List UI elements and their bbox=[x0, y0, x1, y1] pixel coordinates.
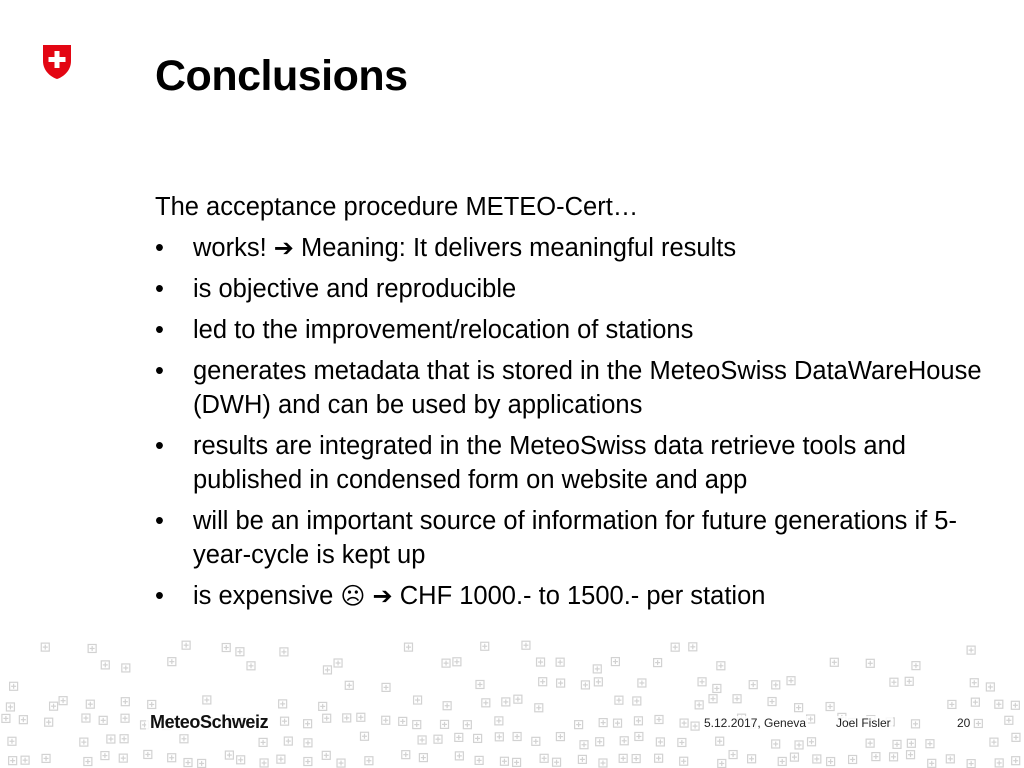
pattern-cross-icon bbox=[580, 741, 588, 749]
pattern-cross-icon bbox=[772, 740, 780, 748]
pattern-cross-icon bbox=[442, 659, 450, 667]
pattern-cross-icon bbox=[99, 716, 107, 724]
pattern-cross-icon bbox=[80, 738, 88, 746]
pattern-cross-icon bbox=[399, 717, 407, 725]
pattern-cross-icon bbox=[413, 721, 421, 729]
pattern-cross-icon bbox=[578, 755, 586, 763]
pattern-cross-icon bbox=[967, 760, 975, 768]
pattern-cross-icon bbox=[695, 701, 703, 709]
bullet-icon: • bbox=[155, 432, 164, 460]
pattern-cross-icon bbox=[1005, 716, 1013, 724]
pattern-cross-icon bbox=[279, 700, 287, 708]
pattern-cross-icon bbox=[905, 677, 913, 685]
pattern-cross-icon bbox=[107, 735, 115, 743]
pattern-cross-icon bbox=[748, 755, 756, 763]
pattern-cross-icon bbox=[540, 754, 548, 762]
pattern-cross-icon bbox=[343, 714, 351, 722]
pattern-cross-icon bbox=[787, 677, 795, 685]
pattern-cross-icon bbox=[443, 702, 451, 710]
pattern-cross-icon bbox=[168, 754, 176, 762]
bullet-text: will be an important source of information for future generations if 5-year-cycle is kept up bbox=[193, 507, 957, 569]
pattern-cross-icon bbox=[808, 738, 816, 746]
pattern-cross-icon bbox=[476, 680, 484, 688]
pattern-cross-icon bbox=[596, 738, 604, 746]
pattern-cross-icon bbox=[729, 751, 737, 759]
pattern-cross-icon bbox=[827, 758, 835, 766]
pattern-cross-icon bbox=[733, 695, 741, 703]
pattern-cross-icon bbox=[304, 720, 312, 728]
pattern-cross-icon bbox=[768, 698, 776, 706]
pattern-cross-icon bbox=[620, 737, 628, 745]
pattern-cross-icon bbox=[88, 644, 96, 652]
pattern-cross-icon bbox=[237, 756, 245, 764]
pattern-cross-icon bbox=[709, 695, 717, 703]
pattern-cross-icon bbox=[182, 641, 190, 649]
pattern-cross-icon bbox=[698, 678, 706, 686]
pattern-cross-icon bbox=[463, 721, 471, 729]
pattern-cross-icon bbox=[826, 703, 834, 711]
pattern-cross-icon bbox=[614, 719, 622, 727]
bullet-text-end: CHF 1000.- to 1500.- per station bbox=[392, 582, 766, 610]
pattern-cross-icon bbox=[513, 758, 521, 766]
pattern-cross-icon bbox=[772, 681, 780, 689]
pattern-cross-icon bbox=[749, 681, 757, 689]
list-item bbox=[155, 313, 995, 347]
pattern-cross-icon bbox=[678, 738, 686, 746]
pattern-cross-icon bbox=[635, 732, 643, 740]
pattern-cross-icon bbox=[849, 755, 857, 763]
pattern-cross-icon bbox=[495, 733, 503, 741]
pattern-cross-icon bbox=[633, 697, 641, 705]
pattern-cross-icon bbox=[718, 759, 726, 767]
pattern-cross-icon bbox=[260, 759, 268, 767]
pattern-cross-icon bbox=[418, 736, 426, 744]
pattern-cross-icon bbox=[184, 759, 192, 767]
pattern-cross-icon bbox=[453, 658, 461, 666]
pattern-cross-icon bbox=[180, 735, 188, 743]
pattern-cross-icon bbox=[481, 642, 489, 650]
pattern-cross-icon bbox=[907, 751, 915, 759]
pattern-cross-icon bbox=[926, 740, 934, 748]
pattern-cross-icon bbox=[304, 739, 312, 747]
pattern-cross-icon bbox=[323, 666, 331, 674]
pattern-cross-icon bbox=[50, 702, 58, 710]
pattern-cross-icon bbox=[198, 759, 206, 767]
pattern-cross-icon bbox=[434, 735, 442, 743]
pattern-cross-icon bbox=[19, 716, 27, 724]
pattern-cross-icon bbox=[121, 698, 129, 706]
bullet-icon: • bbox=[155, 234, 164, 262]
pattern-cross-icon bbox=[680, 757, 688, 765]
pattern-cross-icon bbox=[357, 713, 365, 721]
pattern-cross-icon bbox=[907, 739, 915, 747]
pattern-cross-icon bbox=[402, 751, 410, 759]
pattern-cross-icon bbox=[247, 662, 255, 670]
list-item bbox=[155, 231, 995, 265]
pattern-cross-icon bbox=[581, 681, 589, 689]
pattern-cross-icon bbox=[928, 759, 936, 767]
pattern-cross-icon bbox=[866, 739, 874, 747]
pattern-cross-icon bbox=[1011, 701, 1019, 709]
list-item bbox=[155, 579, 995, 613]
pattern-cross-icon bbox=[168, 658, 176, 666]
bullet-text: led to the improvement/relocation of stations bbox=[193, 316, 694, 344]
pattern-cross-icon bbox=[813, 755, 821, 763]
pattern-cross-icon bbox=[514, 695, 522, 703]
right-arrow-icon: ➔ bbox=[372, 582, 393, 610]
pattern-cross-icon bbox=[148, 700, 156, 708]
pattern-cross-icon bbox=[513, 733, 521, 741]
pattern-cross-icon bbox=[120, 735, 128, 743]
pattern-cross-icon bbox=[778, 757, 786, 765]
pattern-cross-icon bbox=[790, 753, 798, 761]
bullet-icon: • bbox=[155, 357, 164, 385]
pattern-cross-icon bbox=[970, 679, 978, 687]
pattern-cross-icon bbox=[611, 658, 619, 666]
pattern-cross-icon bbox=[912, 720, 920, 728]
pattern-cross-icon bbox=[830, 658, 838, 666]
right-arrow-icon: ➔ bbox=[273, 234, 294, 262]
pattern-cross-icon bbox=[522, 641, 530, 649]
pattern-cross-icon bbox=[990, 738, 998, 746]
pattern-cross-icon bbox=[284, 737, 292, 745]
pattern-cross-icon bbox=[45, 718, 53, 726]
pattern-cross-icon bbox=[619, 754, 627, 762]
pattern-cross-icon bbox=[654, 659, 662, 667]
page-number: 20 bbox=[957, 716, 971, 730]
pattern-cross-icon bbox=[101, 661, 109, 669]
pattern-cross-icon bbox=[414, 696, 422, 704]
pattern-cross-icon bbox=[539, 678, 547, 686]
pattern-cross-icon bbox=[995, 700, 1003, 708]
pattern-cross-icon bbox=[419, 754, 427, 762]
pattern-cross-icon bbox=[1012, 757, 1020, 765]
pattern-cross-icon bbox=[222, 644, 230, 652]
pattern-cross-icon bbox=[594, 678, 602, 686]
pattern-cross-icon bbox=[967, 646, 975, 654]
pattern-cross-icon bbox=[41, 643, 49, 651]
pattern-cross-icon bbox=[671, 643, 679, 651]
bullet-icon: • bbox=[155, 582, 164, 610]
pattern-cross-icon bbox=[691, 722, 699, 730]
bullet-text: is objective and reproducible bbox=[193, 275, 517, 303]
pattern-cross-icon bbox=[122, 664, 130, 672]
pattern-cross-icon bbox=[482, 699, 490, 707]
pattern-cross-icon bbox=[500, 757, 508, 765]
pattern-cross-icon bbox=[360, 732, 368, 740]
pattern-cross-icon bbox=[593, 665, 601, 673]
pattern-cross-icon bbox=[259, 738, 267, 746]
pattern-cross-icon bbox=[304, 758, 312, 766]
pattern-cross-icon bbox=[382, 716, 390, 724]
pattern-cross-icon bbox=[2, 714, 10, 722]
pattern-cross-icon bbox=[532, 737, 540, 745]
pattern-cross-icon bbox=[277, 755, 285, 763]
pattern-cross-icon bbox=[319, 702, 327, 710]
footer-date-place: 5.12.2017, Geneva bbox=[704, 716, 807, 730]
pattern-cross-icon bbox=[495, 717, 503, 725]
pattern-cross-icon bbox=[6, 703, 14, 711]
pattern-cross-icon bbox=[144, 750, 152, 758]
pattern-cross-icon bbox=[9, 757, 17, 765]
bullet-icon: • bbox=[155, 316, 164, 344]
pattern-cross-icon bbox=[236, 648, 244, 656]
pattern-cross-icon bbox=[556, 733, 564, 741]
pattern-cross-icon bbox=[912, 662, 920, 670]
pattern-cross-icon bbox=[441, 720, 449, 728]
pattern-cross-icon bbox=[890, 678, 898, 686]
pattern-cross-icon bbox=[502, 698, 510, 706]
pattern-cross-icon bbox=[334, 659, 342, 667]
bullet-text: results are integrated in the MeteoSwiss data retrieve tools and published in condensed form on website and app bbox=[193, 432, 906, 494]
pattern-cross-icon bbox=[10, 682, 18, 690]
bullet-text: generates metadata that is stored in the MeteoSwiss DataWareHouse (DWH) and can be used by applications bbox=[193, 357, 982, 419]
pattern-cross-icon bbox=[689, 643, 697, 651]
pattern-cross-icon bbox=[974, 719, 982, 727]
pattern-cross-icon bbox=[323, 714, 331, 722]
pattern-cross-icon bbox=[615, 696, 623, 704]
pattern-cross-icon bbox=[713, 684, 721, 692]
pattern-cross-icon bbox=[634, 717, 642, 725]
pattern-cross-icon bbox=[557, 679, 565, 687]
pattern-cross-icon bbox=[537, 658, 545, 666]
pattern-cross-icon bbox=[948, 700, 956, 708]
pattern-cross-icon bbox=[599, 719, 607, 727]
pattern-cross-icon bbox=[404, 643, 412, 651]
bullet-text-end: Meaning: It delivers meaningful results bbox=[293, 234, 737, 262]
pattern-cross-icon bbox=[556, 658, 564, 666]
pattern-cross-icon bbox=[656, 738, 664, 746]
bullet-text-start: works! bbox=[193, 234, 274, 262]
pattern-cross-icon bbox=[345, 681, 353, 689]
slide-body bbox=[155, 190, 995, 620]
footer-author: Joel Fisler bbox=[836, 716, 891, 730]
pattern-cross-icon bbox=[995, 759, 1003, 767]
pattern-cross-icon bbox=[575, 721, 583, 729]
pattern-cross-icon bbox=[281, 717, 289, 725]
pattern-cross-icon bbox=[893, 740, 901, 748]
pattern-cross-icon bbox=[474, 734, 482, 742]
pattern-cross-icon bbox=[84, 758, 92, 766]
pattern-cross-icon bbox=[680, 719, 688, 727]
pattern-cross-icon bbox=[475, 756, 483, 764]
pattern-cross-icon bbox=[59, 697, 67, 705]
pattern-cross-icon bbox=[872, 753, 880, 761]
pattern-cross-icon bbox=[382, 683, 390, 691]
pattern-cross-icon bbox=[632, 755, 640, 763]
pattern-cross-icon bbox=[553, 758, 561, 766]
pattern-cross-icon bbox=[86, 700, 94, 708]
pattern-cross-icon bbox=[82, 714, 90, 722]
pattern-cross-icon bbox=[280, 648, 288, 656]
pattern-cross-icon bbox=[101, 752, 109, 760]
pattern-cross-icon bbox=[638, 679, 646, 687]
list-item bbox=[155, 504, 995, 572]
pattern-cross-icon bbox=[795, 704, 803, 712]
pattern-cross-icon bbox=[337, 759, 345, 767]
list-item bbox=[155, 354, 995, 422]
pattern-cross-icon bbox=[795, 741, 803, 749]
pattern-cross-icon bbox=[225, 751, 233, 759]
pattern-cross-icon bbox=[1012, 733, 1020, 741]
pattern-cross-icon bbox=[121, 714, 129, 722]
pattern-cross-icon bbox=[322, 751, 330, 759]
pattern-cross-icon bbox=[535, 704, 543, 712]
pattern-cross-icon bbox=[971, 698, 979, 706]
list-item bbox=[155, 429, 995, 497]
pattern-cross-icon bbox=[21, 756, 29, 764]
cross-pattern-decoration bbox=[0, 638, 1024, 768]
pattern-cross-icon bbox=[655, 754, 663, 762]
conclusion-list bbox=[155, 231, 995, 613]
list-item bbox=[155, 272, 995, 306]
pattern-cross-icon bbox=[655, 716, 663, 724]
pattern-cross-icon bbox=[986, 683, 994, 691]
pattern-cross-icon bbox=[599, 759, 607, 767]
pattern-cross-icon bbox=[946, 755, 954, 763]
slide-title: Conclusions bbox=[155, 52, 408, 100]
bullet-icon: • bbox=[155, 507, 164, 535]
pattern-cross-icon bbox=[119, 754, 127, 762]
pattern-cross-icon bbox=[42, 754, 50, 762]
pattern-cross-icon bbox=[866, 659, 874, 667]
frowning-face-icon: ☹ bbox=[340, 582, 366, 610]
bullet-icon: • bbox=[155, 275, 164, 303]
swiss-shield-logo-icon bbox=[42, 44, 72, 80]
pattern-cross-icon bbox=[890, 753, 898, 761]
bullet-text-start: is expensive bbox=[193, 582, 341, 610]
pattern-cross-icon bbox=[717, 662, 725, 670]
pattern-cross-icon bbox=[455, 733, 463, 741]
meteoschweiz-wordmark: MeteoSchweiz bbox=[146, 712, 272, 733]
pattern-cross-icon bbox=[365, 757, 373, 765]
pattern-cross-icon bbox=[716, 737, 724, 745]
pattern-cross-icon bbox=[455, 752, 463, 760]
pattern-cross-icon bbox=[203, 696, 211, 704]
intro-text: The acceptance procedure METEO-Cert… bbox=[155, 193, 639, 221]
pattern-cross-icon bbox=[8, 737, 16, 745]
